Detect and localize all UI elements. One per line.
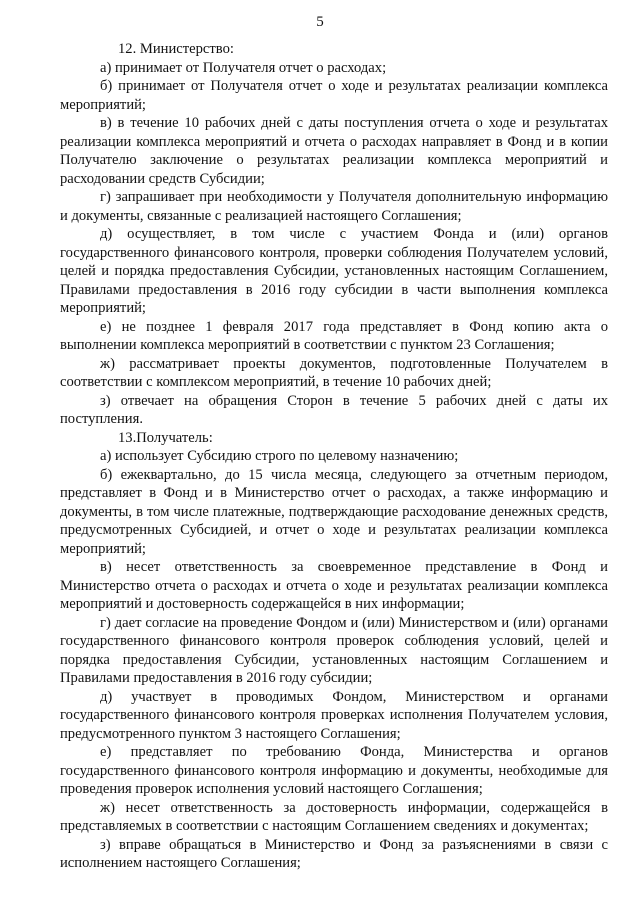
clause-12-b: б) принимает от Получателя отчет о ходе и результатах реализации комплекса мероприятий; — [60, 78, 608, 113]
clause-12-z: з) отвечает на обращения Сторон в течение 5 рабочих дней с даты их поступления. — [60, 392, 608, 427]
clause-13-z: з) вправе обращаться в Министерство и Фонд за разъяснениями в связи с исполнением настоящего Соглашения; — [60, 836, 608, 871]
clause-13-v: в) несет ответственность за своевременное представление в Фонд и Министерство отчета о расходах и отчета о ходе и результатах реализации комплекса мероприятий и достоверность содержащейся в них информации; — [60, 559, 608, 612]
clause-12-d: д) осуществляет, в том числе с участием Фонда и (или) органов государственного финансового контроля, проверки соблюдения Получателем условий, целей и порядка предоставления Субсидии, установленных настоящим Соглашением, Правилами предоставления в 2016 году субсидии в части выполнения комплекса мероприятий; — [60, 226, 608, 316]
page-number: 5 — [316, 14, 324, 30]
clause-12-e: е) не позднее 1 февраля 2017 года представляет в Фонд копию акта о выполнении комплекса мероприятий в соответствии с пунктом 23 Соглашения; — [60, 318, 608, 353]
clause-13-zh: ж) несет ответственность за достоверность информации, содержащейся в представляемых в соответствии с настоящим Соглашением сведениях и документах; — [60, 799, 608, 834]
clause-13-g: г) дает согласие на проведение Фондом и (или) Министерством и (или) органами государственного финансового контроля проверок соблюдения условий, целей и порядка предоставления Субсидии, установленных настоящим Соглашением и Правилами предоставления в 2016 году субсидии; — [60, 614, 608, 686]
clause-13-d: д) участвует в проводимых Фондом, Министерством и органами государственного финансового контроля проверках исполнения Получателем условия, предусмотренного пунктом 3 настоящего Соглашения; — [60, 688, 608, 742]
clause-12-v: в) в течение 10 рабочих дней с даты поступления отчета о ходе и результатах реализации комплекса мероприятий и отчета о расходах направляет в Фонд и в копии Получателю заключение о результатах реализации комплекса мероприятий и расходовании средств Субсидии; — [60, 115, 608, 187]
clause-13-e: е) представляет по требованию Фонда, Министерства и органов государственного финансового контроля информацию и документы, необходимые для проведения проверок исполнения условий настоящего Соглашения; — [60, 744, 608, 797]
clause-12-a: а) принимает от Получателя отчет о расходах; — [100, 59, 387, 76]
document-body — [60, 40, 608, 873]
section-heading-12: 12. Министерство: — [118, 41, 234, 57]
clause-12-zh: ж) рассматривает проекты документов, подготовленные Получателем в соответствии с комплексом мероприятий, в течение 10 рабочих дней; — [60, 355, 608, 390]
clause-13-a: а) использует Субсидию строго по целевому назначению; — [100, 448, 459, 464]
clause-12-g: г) запрашивает при необходимости у Получателя дополнительную информацию и документы, связанные с реализацией настоящего Соглашения; — [60, 189, 608, 224]
section-heading-13: 13.Получатель: — [118, 429, 213, 446]
clause-13-b: б) ежеквартально, до 15 числа месяца, следующего за отчетным периодом, представляет в Фонд и в Министерство отчет о расходах, а также информацию и документы, в том числе платежные, подтверждающие расходование денежных средств, предусмотренных Субсидией, и отчет о ходе и результатах реализации комплекса мероприятий; — [60, 466, 608, 557]
